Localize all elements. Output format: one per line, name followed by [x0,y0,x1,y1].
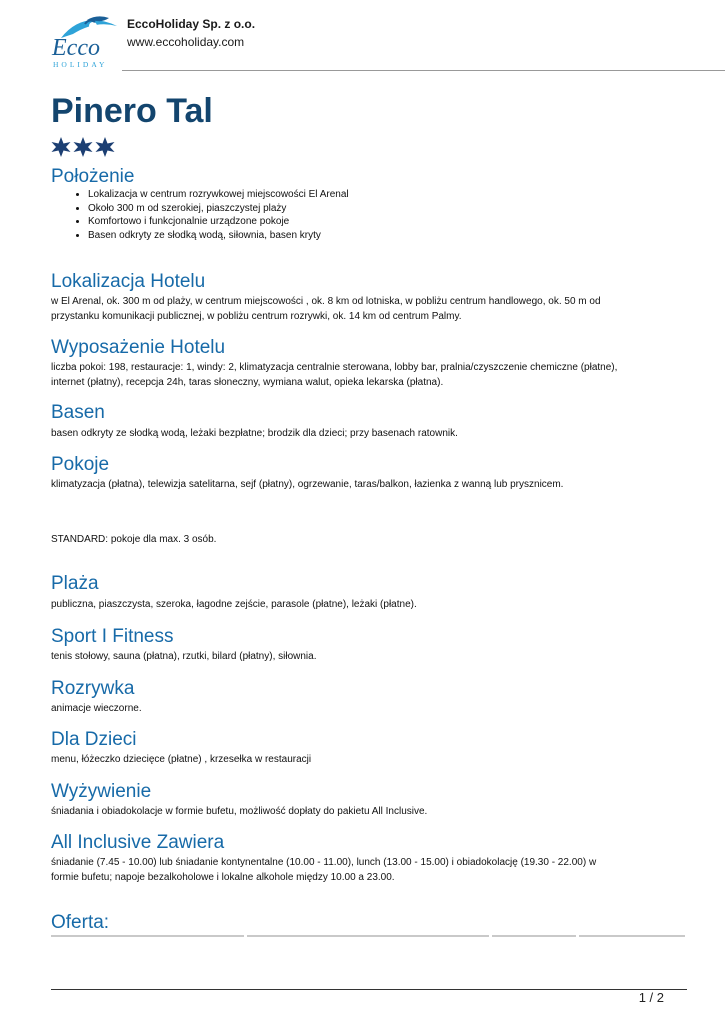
section-text-pokoje-standard: STANDARD: pokoje dla max. 3 osób. [51,534,217,545]
star-icon [52,137,71,157]
star-icon [96,137,115,157]
section-heading-wyposazenie: Wyposażenie Hotelu [51,337,226,358]
section-text-rozrywka: animacje wieczorne. [51,703,142,714]
list-item: • Basen odkryty ze słodką wodą, siłownia, basen kryty [88,229,349,243]
star-rating [50,136,116,158]
page-number: 1 / 2 [638,990,664,1005]
section-heading-sport: Sport I Fitness [51,626,174,647]
section-text-plaza: publiczna, piaszczysta, szeroka, łagodne zejście, parasole (płatne), leżaki (płatne). [51,599,417,610]
section-heading-wyzywienie: Wyżywienie [51,781,152,802]
company-name: EccoHoliday Sp. z o.o. [127,17,256,31]
logo-text: Ecco [52,35,100,61]
company-website[interactable]: www.eccoholiday.com [127,35,245,49]
section-text-lokalizacja-line1: w El Arenal, ok. 300 m od plaży, w centrum miejscowości , ok. 8 km od lotniska, w pobliżu centrum handlowego, ok. 50 m od [51,296,601,307]
section-text-wyposazenie-line1: liczba pokoi: 198, restauracje: 1, windy: 2, klimatyzacja centralnie sterowana, lobby bar, pralnia/czyszczenie chemiczne (płatne), [51,362,618,373]
section-text-pokoje: klimatyzacja (płatna), telewizja satelitarna, sejf (płatny), ogrzewanie, taras/balkon, łazienka z wanną lub prysznicem. [51,479,564,490]
header-divider [122,70,725,71]
offer-table-divider [579,935,685,937]
star-icon [74,137,93,157]
section-text-wyzywienie: śniadania i obiadokolacje w formie bufetu, możliwość dopłaty do pakietu All Inclusive. [51,806,428,817]
offer-table-divider [247,935,489,937]
section-text-sport: tenis stołowy, sauna (płatna), rzutki, bilard (płatny), siłownia. [51,651,317,662]
footer-divider [51,989,687,990]
section-heading-pokoje: Pokoje [51,454,110,475]
section-heading-lokalizacja: Lokalizacja Hotelu [51,271,206,292]
highlights-list [51,188,349,243]
section-heading-polozenie: Położenie [51,166,135,187]
hotel-name: Pinero Tal [51,92,213,130]
logo-subtext: HOLIDAY [53,60,108,69]
offer-table-divider [51,935,244,937]
list-item: • Komfortowo i funkcjonalnie urządzone pokoje [88,215,349,229]
page-header [47,12,687,72]
section-text-all-inclusive-line2: formie bufetu; napoje bezalkoholowe i lokalne alkohole między 10.00 a 23.00. [51,872,395,883]
section-text-wyposazenie-line2: internet (płatny), recepcja 24h, taras słoneczny, wymiana walut, opieka lekarska (płatna). [51,377,444,388]
section-text-lokalizacja-line2: przystanku komunikacji publicznej, w pobliżu centrum rozrywki, ok. 14 km od centrum Palmy. [51,311,462,322]
offer-table-divider [492,935,576,937]
section-heading-plaza: Plaża [51,573,99,594]
section-heading-basen: Basen [51,402,105,423]
section-heading-oferta: Oferta: [51,912,110,933]
section-text-basen: basen odkryty ze słodką wodą, leżaki bezpłatne; brodzik dla dzieci; przy basenach ratownik. [51,428,458,439]
section-heading-dzieci: Dla Dzieci [51,729,137,750]
ecco-holiday-logo [47,12,122,70]
list-item: • Około 300 m od szerokiej, piaszczystej plaży [88,202,349,216]
section-text-all-inclusive-line1: śniadanie (7.45 - 10.00) lub śniadanie kontynentalne (10.00 - 11.00), lunch (13.00 - 15.00) i obiadokolację (19.30 - 22.00) w [51,857,597,868]
section-text-dzieci: menu, łóżeczko dziecięce (płatne) , krzesełka w restauracji [51,754,312,765]
list-item: • Lokalizacja w centrum rozrywkowej miejscowości El Arenal [88,188,349,202]
section-heading-all-inclusive: All Inclusive Zawiera [51,832,225,853]
section-heading-rozrywka: Rozrywka [51,678,135,699]
